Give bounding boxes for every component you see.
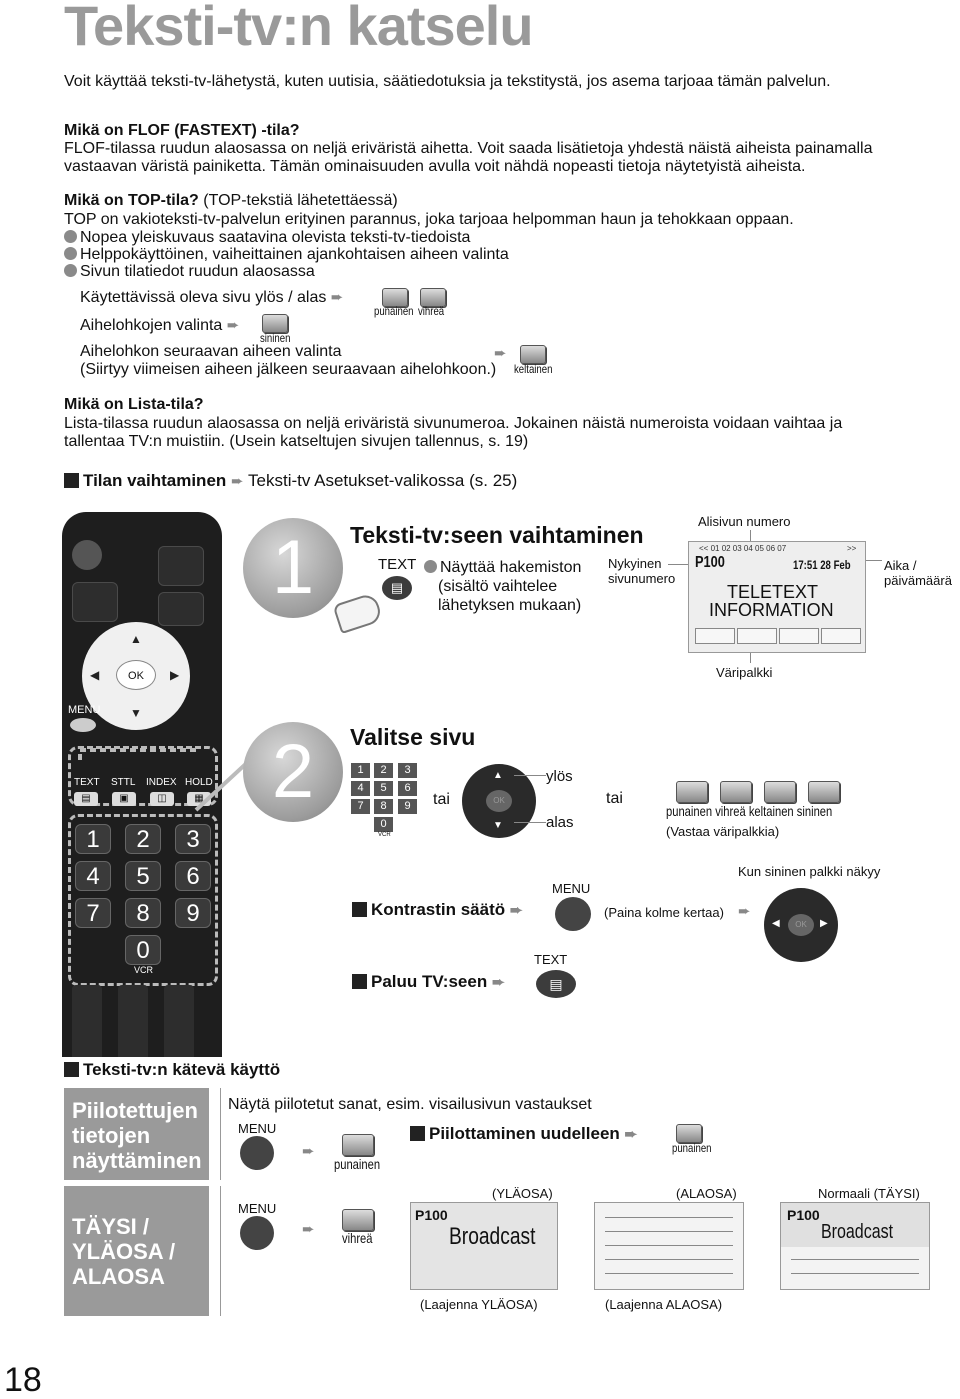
screen-page-number: P100 — [787, 1207, 820, 1223]
blue-key[interactable] — [808, 781, 840, 803]
digit-6-button[interactable]: 6 — [175, 861, 211, 891]
section-marker-icon — [64, 1062, 79, 1077]
current-page-label: Nykyinen sivunumero — [608, 556, 676, 586]
section-marker-icon — [410, 1126, 425, 1141]
left-arrow-icon[interactable]: ◀ — [90, 668, 100, 682]
screen-page-number: P100 — [415, 1207, 448, 1223]
color-keys-label: punainen vihreä keltainen sininen — [666, 803, 833, 819]
red-key-label: punainen — [374, 304, 414, 318]
arrow-right-icon: ➨ — [226, 317, 240, 334]
bullet-2: Helppokäyttöinen, vaiheittainen ajankohtaisen aiheen valinta — [64, 245, 509, 264]
func-label-hold: HOLD — [185, 777, 213, 788]
yellow-key-label: keltainen — [514, 362, 553, 376]
screen-broadcast: Broadcast — [821, 1221, 894, 1243]
top-row-block-select: Aihelohkojen valinta ➨ — [80, 317, 240, 334]
green-key-label: vihreä — [342, 1230, 373, 1246]
green-key[interactable] — [342, 1209, 374, 1231]
yellow-key[interactable] — [764, 781, 796, 803]
full-mode-side: TÄYSI / YLÄOSA / ALAOSA — [64, 1186, 209, 1316]
keypad-6[interactable]: 6 — [398, 781, 417, 796]
text-key[interactable]: ▤ — [382, 576, 412, 600]
color-bar-pointer — [750, 653, 751, 663]
arrow-right-icon: ➨ — [509, 902, 523, 919]
right-arrow-icon: ▶ — [820, 918, 828, 929]
teletext-screen — [688, 541, 866, 653]
vcr-label: VCR — [134, 965, 154, 975]
digit-2-button[interactable]: 2 — [125, 824, 161, 854]
blue-bar-shown-label: Kun sininen palkki näkyy — [738, 864, 881, 879]
green-key[interactable] — [720, 781, 752, 803]
keypad-5[interactable]: 5 — [374, 781, 393, 796]
blue-key-label: sininen — [260, 331, 291, 345]
digit-0-button[interactable]: 0 — [125, 935, 161, 965]
time-date-label: Aika / päivämäärä — [884, 558, 952, 588]
down-label: alas — [546, 814, 574, 831]
digit-1-button[interactable]: 1 — [75, 824, 111, 854]
right-arrow-icon[interactable]: ▶ — [170, 668, 180, 682]
screen-color-bar — [695, 628, 861, 644]
top-heading-suffix: (TOP-tekstiä lähetettäessä) — [198, 192, 398, 209]
section-marker-icon — [352, 974, 367, 989]
keypad-0[interactable]: 0 — [374, 817, 393, 832]
top-row-page-updown: Käytettävissä oleva sivu ylös / alas ➨ — [80, 289, 344, 306]
top-row-next-topic: Aihelohkon seuraavan aiheen valinta — [80, 343, 342, 360]
keypad-9[interactable]: 9 — [398, 799, 417, 814]
subpage-more: >> — [847, 544, 857, 553]
text-key[interactable]: ▤ — [536, 970, 576, 998]
flof-heading: Mikä on FLOF (FASTEXT) -tila? — [64, 122, 300, 139]
handy-heading: Teksti-tv:n kätevä käyttö — [64, 1060, 280, 1080]
screen-text-1: TELETEXT — [727, 582, 819, 602]
press-three-times: (Paina kolme kertaa) — [604, 905, 724, 920]
section-marker-icon — [352, 902, 367, 917]
bottom-half-label: (ALAOSA) — [676, 1186, 737, 1201]
text-line — [605, 1217, 733, 1218]
keypad-7[interactable]: 7 — [351, 799, 370, 814]
digit-4-button[interactable]: 4 — [75, 861, 111, 891]
arrow-right-icon: ➨ — [302, 1143, 315, 1160]
color-bar-label: Väripalkki — [716, 665, 773, 680]
step-2-heading: Valitse sivu — [350, 724, 476, 750]
hold-button[interactable]: ▦ — [187, 792, 211, 806]
top-heading: Mikä on TOP-tila? — [64, 192, 199, 209]
down-pointer — [514, 822, 546, 823]
step-1-text-label: TEXT — [378, 556, 417, 573]
arrow-right-icon: ➨ — [330, 289, 344, 306]
contrast-dpad[interactable] — [764, 888, 838, 962]
digit-3-button[interactable]: 3 — [175, 824, 211, 854]
list-heading: Mikä on Lista-tila? — [64, 396, 204, 413]
hidden-separator — [220, 1088, 221, 1180]
arrow-right-icon: ➨ — [624, 1126, 638, 1143]
text-button[interactable]: ▤ — [74, 792, 98, 806]
or-label-2: tai — [606, 790, 623, 807]
digit-9-button[interactable]: 9 — [175, 898, 211, 928]
red-key[interactable] — [342, 1134, 374, 1156]
up-arrow-icon: ▲ — [493, 770, 503, 781]
arrow-right-icon: ➨ — [491, 974, 505, 991]
list-line-2: tallentaa TV:n muistiin. (Usein katseltujen sivujen tallennus, s. 19) — [64, 433, 529, 450]
green-key-label: vihreä — [418, 304, 445, 318]
keypad-2[interactable]: 2 — [374, 763, 393, 778]
bullet-1: Nopea yleiskuvaus saatavina olevista teksti-tv-tiedoista — [64, 228, 470, 247]
up-label: ylös — [546, 768, 573, 785]
rehide-heading: Piilottaminen uudelleen ➨ — [410, 1124, 637, 1144]
ok-button[interactable]: OK — [116, 660, 156, 690]
func-label-sttl: STTL — [111, 777, 136, 788]
contrast-menu-button[interactable] — [555, 897, 591, 931]
screen-text-2: INFORMATION — [709, 600, 834, 620]
screen-page-number: P100 — [695, 554, 725, 571]
normal-screen — [780, 1202, 930, 1290]
expand-bottom-label: (Laajenna ALAOSA) — [605, 1297, 723, 1312]
down-arrow-icon[interactable]: ▼ — [130, 706, 142, 720]
bottom-half-screen — [594, 1202, 744, 1290]
flof-line-1: FLOF-tilassa ruudun alaosassa on neljä eriväristä aihetta. Voit saada lisätietoja yhdestä näistä aiheista painamalla — [64, 140, 873, 157]
hidden-menu-label: MENU — [238, 1121, 277, 1136]
step-1-badge: 1 — [243, 518, 343, 618]
index-button[interactable]: ◫ — [150, 792, 174, 806]
rehide-key-label: punainen — [672, 1141, 712, 1155]
menu-label: MENU — [68, 704, 101, 716]
keypad-4[interactable]: 4 — [351, 781, 370, 796]
screen-time: 17:51 28 Feb — [793, 558, 851, 572]
left-arrow-icon: ◀ — [772, 918, 780, 929]
text-line — [791, 1259, 919, 1260]
hidden-description: Näytä piilotetut sanat, esim. visailusivun vastaukset — [228, 1096, 592, 1113]
up-arrow-icon[interactable]: ▲ — [130, 632, 142, 646]
dpad-center[interactable]: OK — [788, 914, 814, 936]
full-menu-button[interactable] — [240, 1216, 274, 1250]
up-pointer — [514, 775, 546, 776]
func-label-text: TEXT — [74, 777, 100, 788]
top-half-label: (YLÄOSA) — [492, 1186, 553, 1201]
normal-full-label: Normaali (TÄYSI) — [818, 1186, 920, 1201]
keypad-vcr-label: VCR — [378, 832, 391, 838]
text-line — [605, 1259, 733, 1260]
subpage-label: Alisivun numero — [698, 514, 791, 529]
text-line — [791, 1273, 919, 1274]
step-2-badge: 2 — [243, 722, 343, 822]
red-key-label: punainen — [334, 1156, 381, 1172]
top-row-next-topic-note: (Siirtyy viimeisen aiheen jälkeen seuraavaan aihelohkoon.) — [80, 361, 497, 378]
arrow-right-icon: ➨ — [231, 473, 244, 490]
keypad-8[interactable]: 8 — [374, 799, 393, 814]
page-number: 18 — [4, 1361, 42, 1399]
bullet-3: Sivun tilatiedot ruudun alaosassa — [64, 262, 315, 281]
digit-7-button[interactable]: 7 — [75, 898, 111, 928]
step-1-description: Näyttää hakemiston (sisältö vaihtelee lähetyksen mukaan) — [424, 558, 581, 615]
hidden-info-side: Piilotettujen tietojen näyttäminen — [64, 1088, 209, 1180]
hidden-menu-button[interactable] — [240, 1136, 274, 1170]
digit-5-button[interactable]: 5 — [125, 861, 161, 891]
full-separator — [220, 1186, 221, 1316]
top-description: TOP on vakioteksti-tv-palvelun erityinen parannus, joka tarjoaa helpomman haun ja tehokkaan oppaan. — [64, 211, 794, 228]
text-line — [605, 1273, 733, 1274]
keypad-3[interactable]: 3 — [398, 763, 417, 778]
intro-paragraph: Voit käyttää teksti-tv-lähetystä, kuten uutisia, säätiedotuksia ja tekstitystä, jos asema tarjoaa tämän palvelun. — [64, 73, 831, 90]
expand-top-label: (Laajenna YLÄOSA) — [420, 1297, 538, 1312]
arrow-right-icon: ➨ — [302, 1221, 315, 1238]
mode-change-row: Tilan vaihtaminen ➨ Teksti-tv Asetukset-valikossa (s. 25) — [64, 471, 517, 491]
dpad-center[interactable]: OK — [486, 790, 512, 812]
bullet-icon — [424, 560, 437, 573]
contrast-heading: Kontrastin säätö ➨ — [352, 900, 522, 920]
keypad-1[interactable]: 1 — [351, 763, 370, 778]
or-label-1: tai — [433, 791, 450, 808]
return-tv-heading: Paluu TV:seen ➨ — [352, 972, 505, 992]
sttl-button[interactable]: ▣ — [112, 792, 136, 806]
page-title: Teksti-tv:n katselu — [64, 0, 533, 57]
func-label-index: INDEX — [146, 777, 177, 788]
flof-line-2: vastaavan väristä painiketta. Tämän ominaisuuden avulla voit nähdä nopeasti tietoja näytetyistä aiheista. — [64, 158, 806, 175]
return-text-label: TEXT — [534, 952, 568, 967]
screen-broadcast: Broadcast — [449, 1223, 536, 1250]
top-half-screen — [410, 1202, 558, 1290]
full-menu-label: MENU — [238, 1201, 277, 1216]
arrow-right-icon: ➨ — [494, 345, 507, 362]
digit-8-button[interactable]: 8 — [125, 898, 161, 928]
subpage-row: << 01 02 03 04 05 06 07 — [699, 544, 787, 553]
list-line-1: Lista-tilassa ruudun alaosassa on neljä eriväristä sivunumeroa. Jokainen näistä numeroista voidaan vaihtaa ja — [64, 415, 843, 432]
down-arrow-icon: ▼ — [493, 820, 503, 831]
arrow-right-icon: ➨ — [738, 903, 751, 920]
step-1-heading: Teksti-tv:seen vaihtaminen — [350, 522, 644, 548]
text-line — [605, 1245, 733, 1246]
color-keys-note: (Vastaa väripalkkia) — [666, 824, 780, 839]
red-key[interactable] — [676, 781, 708, 803]
text-line — [605, 1231, 733, 1232]
contrast-menu-label: MENU — [552, 881, 591, 896]
